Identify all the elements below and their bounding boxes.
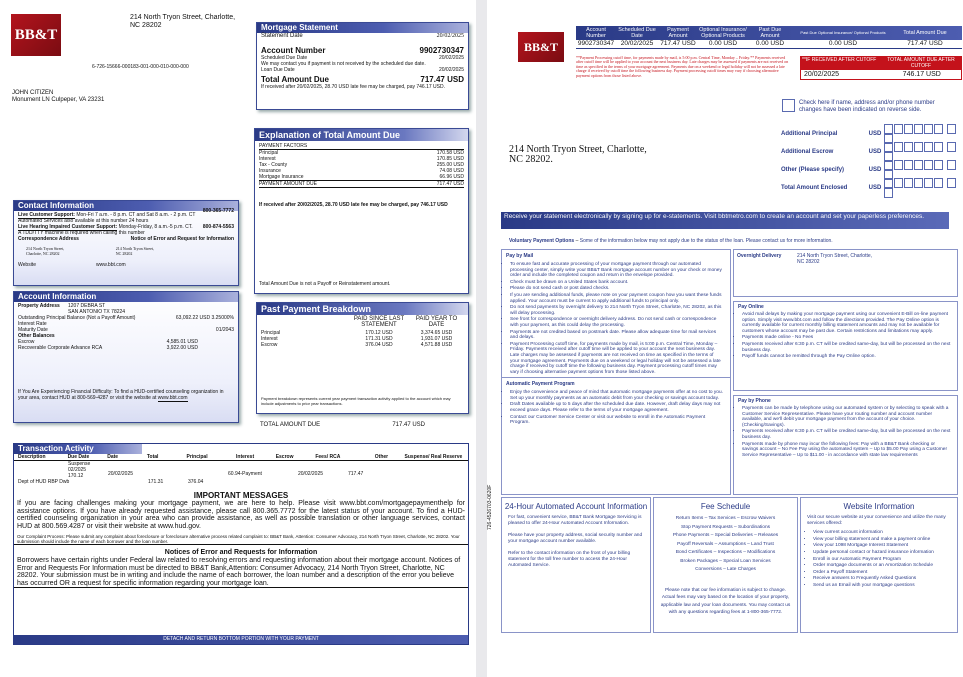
overnight-label: Overnight Delivery [737,253,782,259]
tx-header: Other [374,454,389,460]
notice-addr-line: 214 North Tryon Street, [115,246,154,251]
past-row-label: Interest [261,336,278,342]
contact-title: Contact Information [14,201,238,211]
difficulty-website[interactable]: www.bbt.com [157,395,188,401]
explanation-row-value: 170.58 USD [436,150,464,156]
coupon-value: 9902730347 [577,40,615,47]
loan-due-label: Loan Due Date [261,67,295,73]
web-item: • Order a Payoff Statement [813,570,957,576]
auto-item: • Enjoy the convenience and peace of mind that automatic mortgage payments offer at no cost to you. Set up your monthly payments as an automatic debit from your checking or savings account today. [510,390,724,401]
voluntary-row: Voluntary Payment Options – Some of the information below may not apply due to the status of the loan. Please contact us for more information. [509,238,833,244]
tx-header: Principal [186,454,208,460]
coupon-value: 0.00 USD [708,40,738,47]
corp-advance-label: Recoverable Corporate Advance RCA [18,345,103,351]
messages-body: If you are facing challenges making your mortgage payment, we are here to help. Please visit www.bbt.com/mortgagepaymenthelp for assistance options. If you have already requested assistance, please call 800.365.7772 for the latest status of your account. To find a HUD-certified counseling organization in your area who can provide assistance, as well as possible translation or other language services, contact HUD at 800.569.4287 or visit their website at www.hud.gov. [17,500,465,530]
after-cutoff-box [800,56,962,80]
fee-schedule-box [653,497,798,633]
principal-balance: 63,092.22 USD [175,315,211,321]
voluntary-note: Some of the information below may not apply due to the status of the loan. Please contact us for more information. [579,238,833,244]
coupon-header: Optional Insurance/ Optional Products [699,27,747,39]
coupon-header: Past Due Optional Insurance/ Optional Products [800,30,886,35]
scheduled-due-label: Scheduled Due Date [261,55,308,61]
explanation-row-label: PAYMENT AMOUNT DUE [259,181,317,187]
phone-item: • Payments can be made by telephone using our automated system or by selecting to speak with a Customer Service Representative. Please have your routing number and account number available, and we'll debit your mortgage payment from the account of your choice. (Checking/Savings). [742,406,951,428]
web-item: • Update personal contact or hazard insurance information [813,550,957,556]
fee-item: Bond Certificates – Inspections – Modifications [675,550,776,555]
past-row-since: 376.04 USD [365,342,393,348]
fee-title: Fee Schedule [700,502,751,511]
website-info-box [800,497,958,633]
usd-label: USD [868,184,882,191]
received-after-label: **IF RECEIVED AFTER CUTOFF [802,57,877,63]
tx-header: Suspense/ Real Reserve [404,454,463,460]
explanation-box [254,128,469,294]
web-item: • Enroll in our Automatic Payment Program [813,557,957,563]
usd-label: USD [868,130,882,137]
e-statement-banner: Receive your statement electronically by signing up for e-statements. Visit bbtmetro.com to create an account and set your paperless preferences. [501,212,949,229]
website-link[interactable]: www.bbt.com [95,262,126,268]
coupon-header: Account Number [586,27,606,39]
overnight-box [733,249,958,297]
live-support-hours: Mon-Fri 7 a.m. - 8 p.m. CT and Sat 8 a.m. - 2 p.m. CT [76,212,196,218]
past-row-ytd: 1,931.07 USD [420,336,453,342]
coupon-value: 717.47 USD [660,40,696,47]
mail-item: • Payments are not credited based on postmark date. Please allow adequate time for mail services and delays. [510,330,724,341]
voluntary-label: Voluntary Payment Options [509,238,575,244]
scheduled-due-date: 20/02/2025 [438,55,464,61]
tx-cell: 20/02/2025 [298,471,324,477]
additional-amount-label: Total Amount Enclosed [781,184,848,191]
fee-item: Phone Payments – Special Deliveries – Releases [672,533,779,538]
principal-balance-label: Outstanding Principal Balance (Not a Payoff Amount) [18,315,136,321]
online-item: • Payments made online - No Fees [742,335,951,341]
messages-title: IMPORTANT MESSAGES [193,491,289,500]
usd-label: USD [868,166,882,173]
online-item: • Payoff funds cannot be remitted through the Pay Online option. [742,354,951,360]
web-item: • View current account information [813,530,957,536]
maturity-label: Maturity Date [18,327,48,333]
explanation-row-value: 74.08 USD [439,168,464,174]
payment-factors-label: PAYMENT FACTORS [259,143,464,150]
correspondence-label: Correspondence Address [18,236,79,242]
coupon-header: Past Due Amount [758,27,782,39]
fee-item: Stop Payment Requests – Subordinations [680,524,771,530]
explanation-title: Explanation of Total Amount Due [255,129,468,141]
explanation-row-label: Insurance [259,168,281,174]
coupon-header: Payment Amount [667,27,689,39]
past-total-row [260,422,465,429]
interest-rate: 3.25000% [211,315,234,321]
pay-by-phone-box [733,395,958,495]
phone-item: • Payments received after 6:30 p.m. CT will be credited same-day, but will be processed on the next business day. [742,429,951,440]
amount-entry-field[interactable] [884,178,961,198]
complaint-process: Our Complaint Process: Please submit any complaint about foreclosure or foreclosure alternative process related complaint to: BB&T Bank, Attention: Consumer Advocacy, 214 North Tryon Street, Charlotte, NC 28202. Your submission should include the name of each borrower and the loan number. [14,534,468,545]
transaction-title: Transaction Activity [14,444,142,454]
mail-title: Pay by Mail [506,253,534,259]
pay-by-mail-box [501,249,731,495]
remit-address-line: NC 28202. [509,154,553,165]
explanation-row-value: 255.00 USD [436,162,464,168]
past-row-ytd: 3,374.65 USD [420,330,453,336]
bank-address-line: 214 North Tryon Street, Charlotte, [130,14,236,21]
past-payment-note: Payment breakdown represents current year payment transaction activity applied to the account which may include adjustments to prior year transactions. [261,396,451,406]
corr-addr-line: Charlotte, NC 28202 [26,251,60,256]
past-row-since: 170.12 USD [365,330,393,336]
phone-item: • Payments made by phone may incur the following fees: Pay with a BB&T Bank checking or savings account – No Fee Pay using the automated system – Up to $5.00 Pay using a Customer Service Representative – Up to $11.00 - in accordance with state law requirements [742,442,951,459]
web-title: Website Information [843,502,915,511]
usd-label: USD [868,148,882,155]
overnight-addr-line: 214 North Tryon Street, Charlotte, [797,253,873,259]
remit-address-line: 214 North Tryon Street, Charlotte, [509,144,647,155]
address-change-checkbox[interactable] [782,99,795,112]
statement-page-coupon [487,0,963,677]
web-item: • Order mortgage documents or an Amortization Schedule [813,563,957,569]
due-after-label: TOTAL AMOUNT DUE AFTER CUTOFF [887,57,955,69]
cutoff-note: **Payment Processing cutoff time, for payments made by mail, is 5:00 p.m. Central Time, Monday – Friday.** Payments received after cutoff time will be applied to your account the next business day. Late charges may be assessed if payments are not received on time as specified in the terms of your mortgage agreement. Payments due on a weekend or legal holiday will not be assessed a late charge if received by cutoff time the following business day. Payment processing cutoff times may vary if choosing alternative payment options from those listed above. [576,55,789,78]
mail-item: • To ensure fast and accurate processing of your mortgage payment through our automated processing center, simply write your BB&T Bank mortgage account number on your check or money order and include the completed coupon and return in the envelope provided. [510,262,724,279]
mail-item: • Do not send payments by overnight delivery to 214 North Tryon Street, Charlotte, NC 28202, as this will delay processing. [510,305,724,316]
web-item: • Receive answers to Frequently Asked Questions [813,576,957,582]
past-row-label: Escrow [261,342,278,348]
auto-item: • Draft Dates available up to 5 days after the scheduled due date. However, draft delay days may not exceed grace days. Please refer to the terms of your mortgage agreement. [510,402,724,413]
transaction-box [13,443,469,645]
explanation-row-value: 717.47 USD [436,181,464,187]
past-row-since: 171.31 USD [365,336,393,342]
corp-advance: 3,922.00 USD [166,345,198,351]
website-label: Website [18,262,36,268]
tdd-note: A TDD/TTY machine is required when calling this number [18,230,145,236]
contact-box [13,200,239,286]
other-balances-label: Other Balances [18,333,55,339]
customer-street: Monument LN Culpeper, VA 23231 [12,97,105,103]
auto24-paragraph: Refer to the contact information on the front of your billing statement for the toll free number to access the 24-Hour Automated Service. [508,551,631,568]
side-code: 726-4526703-0620F [487,484,493,530]
past-total-amount: 717.47 USD [392,422,425,428]
tx-description: Dept of HUD RBP Dwb [18,479,70,485]
amount-entry-field[interactable] [884,124,961,144]
statement-date: 20/02/2025 [436,33,464,39]
auto-item: • Contact our Customer Service Center or visit our website to enroll in the Automatic Payment Program. [510,415,724,426]
coupon-value: 20/02/2025 [620,40,654,47]
pay-online-box [733,301,958,391]
explanation-row [259,180,464,188]
mail-item: • Please do not send cash or post dated checks. [510,286,724,292]
fee-note: Please note that our fee information is subject to change. Actual fees may vary based on the location of your property, applicable law and your loan documents. You may contact us with any questions regarding fees at 1-800-365-7772. [660,587,791,615]
past-total-label: TOTAL AMOUNT DUE [260,422,321,428]
web-item: • Send us an Email with your mortgage questions [813,583,957,589]
paid-since-header: PAID SINCE LAST STATEMENT [353,316,405,328]
late-fee-note: If received after 20/02/2025, 28.70 USD late fee may be charged, pay 746.17 USD. [261,84,446,90]
live-support-label: Live Customer Support: [18,212,75,218]
interest-rate-label: Interest Rate [18,321,47,327]
address-change-note: Check here if name, address and/or phone number changes have been indicated on reverse side. [799,100,935,113]
after-cutoff-date: 20/02/2025 [804,71,840,78]
property-addr-line: 1207 DEBRA ST [68,303,106,309]
tx-suspense-label: Suspense [68,461,91,467]
coupon-header: Scheduled Due Date [618,27,656,39]
explanation-row-label: Mortgage Insurance [259,174,304,180]
bbt-logo: BB&T [11,14,61,56]
additional-amount-row [781,125,961,143]
statement-date-label: Statement Date [261,33,303,39]
escrow-label: Escrow [18,339,35,345]
additional-amount-row [781,143,961,161]
past-row-ytd: 4,571.88 USD [420,342,453,348]
amount-entry-field[interactable] [884,160,961,180]
tx-cell: 717.47 [348,471,364,477]
additional-amount-label: Additional Escrow [781,148,834,155]
account-info-title: Account Information [14,292,238,302]
notice-addr-line: NC 28202 [115,251,133,256]
mortgage-statement-box [256,22,469,110]
coupon-value: 0.00 USD [755,40,785,47]
tx-suspense-amount: 170.12 [68,473,84,479]
total-due-label: Total Amount Due [261,75,329,84]
coupon-value: 0.00 USD [828,40,858,47]
web-item: • View your billing statement and make a payment online [813,537,957,543]
tx-header: Interest [236,454,255,460]
auto-title: Automatic Payment Program [506,381,575,388]
coupon-header: Total Amount Due [903,30,947,36]
explanation-row-label: Principal [259,150,279,156]
account-number-label: Account Number [261,46,326,55]
hearing-label: Live Hearing Impaired Customer Support: [18,224,118,230]
auto24-paragraph: Please have your property address, social security number and your mortgage account number available. [508,533,643,544]
notice-title: Notices of Error and Requests for Information [164,549,318,556]
explanation-row-value: 170.85 USD [436,156,464,162]
bbt-logo-coupon: BB&T [518,32,564,62]
amount-entry-field[interactable] [884,142,961,162]
tx-suspense-date: 02/2025 [68,467,87,473]
additional-amount-label: Additional Principal [781,130,838,137]
statement-page-front [0,0,476,677]
detach-banner: DETACH AND RETURN BOTTOM PORTION WITH YOUR PAYMENT [14,635,468,644]
tx-header: Escrow [275,454,294,460]
additional-amount-row [781,161,961,179]
online-item: • Payments received after 6:30 p.m. CT will be credited same-day, but will be processed on the next business day. [742,342,951,353]
tx-cell: 171.31 [148,479,164,485]
phone-title: Pay by Phone [738,398,771,404]
auto24-box [501,497,651,633]
property-addr-line: SAN ANTONIO TX 78224 [68,309,126,315]
web-intro: Visit our secure website at your convenience and utilize the many services offered: [807,515,946,526]
additional-amount-row [781,179,961,197]
auto24-paragraph: For fast, convenient service, BB&T Bank Mortgage Servicing is pleased to offer 24-Hour Automated Account Information. [508,515,642,526]
mail-item: • Check must be drawn on a United States bank account. [510,280,724,286]
property-label: Property Address [18,303,60,309]
mortgage-statement-title: Mortgage Statement [257,23,468,33]
mail-item: • See front for correspondence or overnight delivery address. Do not send cash or correspondence with your payment, as this could delay the processing. [510,317,724,328]
corr-addr-line: 214 North Tryon Street, [26,246,65,251]
overnight-addr-line: NC 28202 [797,259,820,265]
total-due-amount: 717.47 USD [420,75,464,84]
after-cutoff-amount: 746.17 USD [902,71,941,78]
tx-cell: 376.04 [188,479,204,485]
reference-code: 6-726-15666-000183-001-000-010-000-000 [92,64,189,70]
additional-amount-label: Other (Please specify) [781,166,845,173]
tx-cell: 20/02/2025 [108,471,134,477]
fee-item: Conversions – Late Charges [695,567,756,572]
tx-header: Date [107,454,119,460]
past-payment-box [256,302,469,414]
payoff-note: Total Amount Due is not a Payoff or Reinstatement amount. [259,281,391,287]
paid-ytd-header: PAID YEAR TO DATE [415,316,458,328]
difficulty-note: If You Are Experiencing Financial Difficulty: To find a HUD-certified counseling organization in your area, contact HUD at 800-569-4287 or visit the website at [18,389,224,401]
bank-address-line: NC 28202 [130,22,162,29]
mail-item: • Payment Processing cutoff time, for payments made by mail, is 5:00 p.m. Central Time, Monday – Friday. Payments received after cutoff time will be applied to your account the next business day. Late charges may be assessed if payments are not received on time as specified in the terms of your mortgage agreement. Payments due on a weekend or legal holiday will not be assessed a late charge if received by cutoff time the following business day. Payment processing cutoff times may vary if choosing alternative payment options from those listed above. [510,342,724,376]
coupon-table [576,26,962,49]
explanation-row-label: Interest [259,156,276,162]
fee-item: Payoff Reversals – Assumptions – Land Trust [677,541,774,547]
online-item: • Avoid mail delays by making your mortgage payment using our convenient E-Bill on-line payment option. Simply visit www.bbt.com and follow the directions provided. The Pay Online option is currently available for current monthly billing statement amounts and may not be available for customers whose account may be past due. Certain restrictions and limitations may apply. [742,312,951,334]
hearing-hours: Monday-Friday, 8 a.m.-5 p.m. CT. [118,224,193,230]
hearing-phone: 800-874-5563 [202,224,234,230]
notice-body: Borrowers have certain rights under Federal law related to resolving errors and requesting information about their mortgage account. Notices of Error and Requests For Information must be directed to BB&T Bank,Attention: Consumer Advocacy, 214 North Tryon Street, Charlotte, NC 28202. Your submission must be in writing and include the name of each borrower, the loan number and a description of the error you believe has occurred OR a request for specific information regarding your mortgage loan. [14,557,468,588]
tx-header: Description [18,454,46,460]
contact-phone: 800-365-7772 [202,208,234,214]
fee-item: Broken Packages – Special Loan Services [680,558,771,564]
maturity-date: 01/2043 [215,327,234,333]
tx-header: Due Date [67,454,90,460]
customer-name: JOHN CITIZEN [12,90,54,96]
remit-address [509,145,647,165]
explanation-row-value: 66.96 USD [439,174,464,180]
mail-item: • If you are sending additional funds, please note on your payment coupon how you want these funds applied. Your account must be current to apply additional funds to principal only. [510,293,724,304]
account-info-box [13,291,239,423]
tx-header: Fees/ RCA [315,454,341,460]
automated-note: Automated Services also available at this number 24 hours [18,218,149,224]
may-contact-note: We may contact you if payment is not received by the scheduled due date. [261,61,426,67]
tx-header: Total [146,454,159,460]
past-payment-row [261,342,464,348]
escrow-balance: 4,585.01 USD [166,339,198,345]
web-item: • View your 1098 Mortgage Interest Statement [813,543,957,549]
past-payment-title: Past Payment Breakdown [257,303,468,315]
online-title: Pay Online [738,304,764,310]
notice-label: Notice of Error and Request for Information [130,236,234,242]
auto24-title: 24-Hour Automated Account Information [504,502,648,511]
account-number: 9902730347 [419,46,464,55]
coupon-value: 717.47 USD [907,40,943,47]
tx-cell: 60.94-Payment [228,471,262,477]
explanation-late-note: If received after 20/02/2025, 28.70 USD late fee may be charged, pay 746.17 USD [259,202,448,208]
fee-item: Return Items – Tax Services – Escrow Waivers [675,516,776,521]
explanation-row-label: Tax - County [259,162,288,168]
past-row-label: Principal [261,330,281,336]
customer-address [12,90,104,104]
bank-address [130,14,235,30]
loan-due-date: 20/02/2025 [438,67,464,73]
